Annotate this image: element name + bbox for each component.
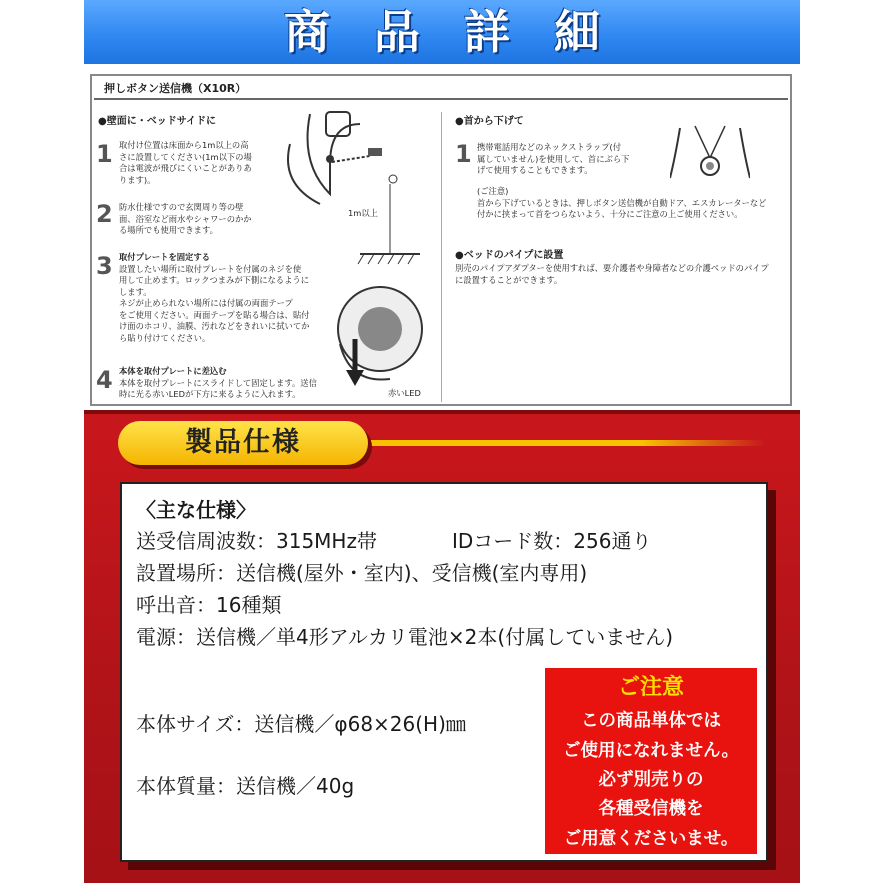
- mounting-illustration: [280, 104, 440, 404]
- step-number: 4: [96, 366, 113, 394]
- caution-line: この商品単体では: [581, 711, 721, 731]
- step-text: 防水仕様ですので玄関周り等の壁 面、浴室など雨水やシャワーのかか る場所でも使用できます。: [119, 202, 252, 235]
- banner-title: 商品詳細: [284, 5, 644, 59]
- bed-text: 別売のパイプアダプターを使用すれば、要介護者や身障者などの介護ベッドのパイプ に設置することができます。: [455, 263, 769, 285]
- spec-badge-label: 製品仕様: [185, 427, 301, 458]
- label-1m: 1m以上: [348, 208, 378, 218]
- step-text: 本体を取付プレートに差込む 本体を取付プレートにスライドして固定します。送信 時に光る赤いLEDが下方に来るように入れます。: [119, 366, 317, 399]
- step-number: 1: [455, 140, 472, 168]
- caution-line: 各種受信機を: [598, 799, 704, 819]
- right-heading-neck: ●首から下げて: [455, 116, 524, 127]
- spec-size: 本体サイズ：送信機／φ68×26(H)㎜: [136, 712, 466, 736]
- step-number: 3: [96, 252, 113, 280]
- spec-id-code: IDコード数：256通り: [452, 529, 652, 553]
- right-heading-bed: ●ベッドのパイプに設置: [455, 250, 564, 261]
- neck-note: (ご注意) 首から下げているときは、押しボタン送信機が自動ドア、エスカレーターなど 付かに挟まって首をつらないよう、十分にご注意の上ご使用ください。: [477, 186, 767, 219]
- step-text: 取付け位置は床面から1m以上の高 さに設置してください(1m以下の場 合は電波が飛びにくいことがありあ ります)。: [119, 140, 252, 185]
- section-stripe: [84, 410, 800, 414]
- spec-location: 設置場所：送信機(屋外・室内)、受信機(室内専用): [136, 561, 588, 585]
- caution-line: ご使用になれません。: [562, 741, 740, 761]
- spec-weight: 本体質量：送信機／40g: [136, 774, 355, 798]
- label-led: 赤いLED: [388, 388, 421, 398]
- left-heading: ●壁面に・ベッドサイドに: [98, 116, 217, 127]
- column-divider: [441, 112, 442, 402]
- step-number: 1: [96, 140, 113, 168]
- step-text: 携帯電話用などのネックストラップ(付 属していません)を使用して、首にぶら下 げて使用することもできます。: [477, 142, 630, 175]
- caution-line: 必ず別売りの: [598, 770, 704, 790]
- caution-title: ご注意: [617, 675, 684, 700]
- spec-power: 電源：送信機／単4形アルカリ電池×2本(付属していません): [136, 625, 674, 649]
- spec-frequency: 送受信周波数：315MHz帯: [136, 529, 377, 553]
- step-number: 2: [96, 200, 113, 228]
- spec-sound: 呼出音：16種類: [136, 593, 282, 617]
- step-text: 取付プレートを固定する 設置したい場所に取付プレートを付属のネジを使 用して止めます。ロックつまみが下側になるように します。 ネジが止められない場所には付属の両面テープ をご使用ください。両面テープを貼る場合は、貼付 け面のホコリ、油膜、汚れなどをきれいに拭いてか ら貼り付けてください。: [119, 252, 310, 343]
- spec-title: 〈主な仕様〉: [136, 498, 256, 522]
- manual-header: 押しボタン送信機（X10R）: [104, 82, 247, 95]
- caution-line: ご用意くださいませ。: [563, 829, 739, 849]
- badge-line: [355, 440, 765, 446]
